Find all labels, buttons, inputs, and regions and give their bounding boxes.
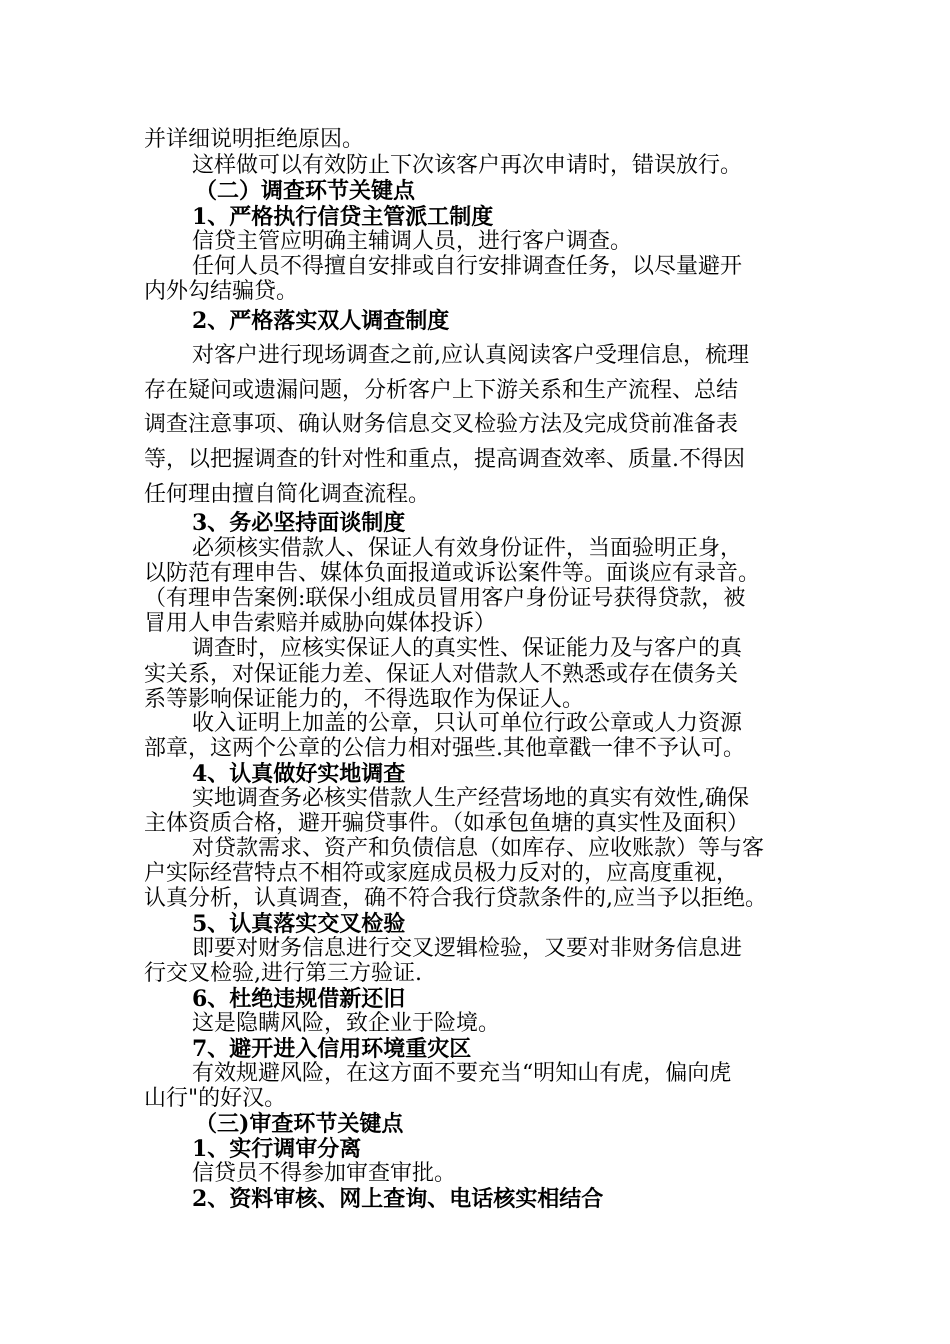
paragraph-line: 收入证明上加盖的公章，只认可单位行政公章或人力资源 (192, 711, 743, 736)
paragraph-line: 这是隐瞒风险，致企业于险境。 (192, 1011, 501, 1036)
subsection-heading: 2、资料审核、网上查询、电话核实相结合 (192, 1186, 604, 1212)
paragraph-line: 户实际经营特点不相符或家庭成员极力反对的，应高度重视， (144, 861, 739, 886)
paragraph-line: 任何理由擅自简化调查流程。 (144, 482, 431, 507)
paragraph-line: 冒用人申告索赔并威胁向媒体投诉） (144, 611, 497, 636)
paragraph-line: 部章，这两个公章的公信力相对强些.其他章戳一律不予认可。 (144, 736, 745, 761)
subsection-heading: 2、严格落实双人调查制度 (192, 308, 450, 334)
paragraph-line: 内外勾结骗贷。 (144, 279, 299, 304)
paragraph-line: 以防范有理申告、媒体负面报道或诉讼案件等。面谈应有录音。 (144, 561, 761, 586)
paragraph-line: 实关系，对保证能力差、保证人对借款人不熟悉或存在债务关 (144, 662, 739, 687)
paragraph-line: 信贷主管应明确主辅调人员，进行客户调查。 (192, 229, 633, 254)
paragraph-line: 并详细说明拒绝原因。 (144, 127, 365, 152)
subsection-heading: 6、杜绝违规借新还旧 (192, 986, 406, 1012)
subsection-heading: 1、实行调审分离 (192, 1136, 362, 1162)
section-heading: （二）调查环节关键点 (195, 178, 416, 204)
section-heading: （三)审查环节关键点 (195, 1111, 404, 1137)
paragraph-line: 认真分析，认真调查，确不符合我行贷款条件的,应当予以拒绝。 (144, 886, 767, 911)
paragraph-line: 山行"的好汉。 (144, 1086, 287, 1111)
paragraph-line: 对客户进行现场调查之前,应认真阅读客户受理信息，梳理 (192, 343, 749, 368)
paragraph-line: 信贷员不得参加审查审批。 (192, 1161, 457, 1186)
paragraph-line: 等，以把握调查的针对性和重点，提高调查效率、质量.不得因 (144, 447, 745, 472)
paragraph-line: 调查注意事项、确认财务信息交叉检验方法及完成贷前准备表 (144, 412, 739, 437)
paragraph-line: 必须核实借款人、保证人有效身份证件，当面验明正身， (192, 536, 743, 561)
paragraph-line: 存在疑问或遗漏问题，分析客户上下游关系和生产流程、总结 (144, 378, 739, 403)
paragraph-line: 即要对财务信息进行交叉逻辑检验，又要对非财务信息进 (192, 936, 743, 961)
paragraph-line: 行交叉检验,进行第三方验证. (144, 961, 422, 986)
subsection-heading: 4、认真做好实地调查 (192, 761, 406, 787)
subsection-heading: 1、严格执行信贷主管派工制度 (192, 204, 494, 230)
paragraph-line: （有理申告案例:联保小组成员冒用客户身份证号获得贷款，被 (144, 586, 746, 611)
subsection-heading: 7、避开进入信用环境重灾区 (192, 1036, 472, 1062)
subsection-heading: 5、认真落实交叉检验 (192, 911, 406, 937)
paragraph-line: 对贷款需求、资产和负债信息（如库存、应收账款）等与客 (192, 836, 765, 861)
paragraph-line: 调查时，应核实保证人的真实性、保证能力及与客户的真 (192, 636, 743, 661)
paragraph-line: 实地调查务必核实借款人生产经营场地的真实有效性,确保 (192, 786, 749, 811)
subsection-heading: 3、务必坚持面谈制度 (192, 510, 406, 536)
paragraph-line: 任何人员不得擅自安排或自行安排调查任务，以尽量避开 (192, 254, 743, 279)
paragraph-line: 这样做可以有效防止下次该客户再次申请时，错误放行。 (192, 153, 743, 178)
paragraph-line: 主体资质合格，避开骗贷事件。（如承包鱼塘的真实性及面积） (144, 811, 750, 836)
paragraph-line: 有效规避风险，在这方面不要充当“明知山有虎，偏向虎 (192, 1061, 732, 1086)
paragraph-line: 系等影响保证能力的，不得选取作为保证人。 (144, 687, 585, 712)
